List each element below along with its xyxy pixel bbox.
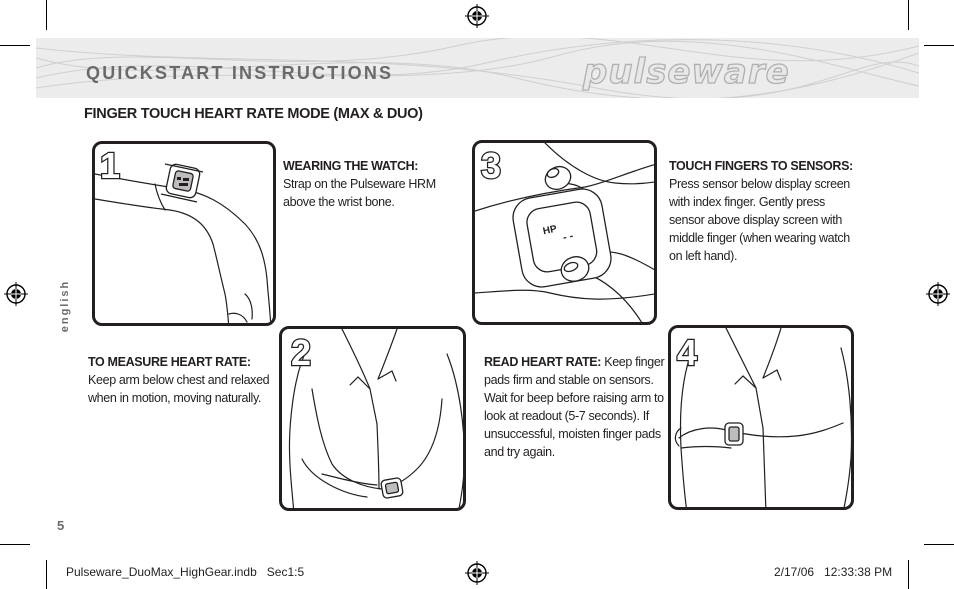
- section-heading: FINGER TOUCH HEART RATE MODE (MAX & DUO): [84, 106, 423, 122]
- wrist-with-watch-drawing: [95, 144, 276, 326]
- step-2-number: 2: [291, 332, 312, 373]
- step-1-number: 1: [100, 145, 121, 186]
- step-2-caption-body: Keep arm below chest and relaxed when in motion, moving naturally.: [88, 373, 270, 405]
- crop-mark: [46, 0, 47, 30]
- step-3-number: 3: [481, 145, 502, 186]
- registration-mark-icon: [926, 282, 950, 306]
- step-4-number: 4: [677, 332, 698, 373]
- registration-mark-icon: [465, 4, 489, 28]
- step-1-caption: [283, 157, 453, 211]
- step-1-caption-title: WEARING THE WATCH:: [283, 159, 419, 173]
- watch-display-readout: - -: [561, 230, 575, 244]
- language-tab: [58, 280, 72, 340]
- crop-mark: [0, 544, 30, 545]
- language-tab-label: english: [59, 279, 71, 333]
- crop-mark: [0, 45, 30, 46]
- step-4-caption: [484, 353, 668, 461]
- brand-logo: pulseware: [583, 52, 790, 92]
- page-number: 5: [57, 518, 65, 533]
- step-3-caption: [669, 157, 859, 265]
- crop-mark: [908, 0, 909, 30]
- crop-mark: [908, 560, 909, 589]
- crop-mark: [924, 544, 954, 545]
- header-banner: [36, 38, 919, 98]
- registration-mark-icon: [4, 282, 28, 306]
- step-2-caption-title: TO MEASURE HEART RATE:: [88, 355, 251, 369]
- crop-mark: [924, 45, 954, 46]
- step-2-caption: [88, 353, 278, 407]
- step-4-caption-body: Keep finger pads firm and stable on sensors. Wait for beep before raising arm to look at readout (5-7 seconds). If unsuccessful, moisten finger pads and try again.: [484, 355, 665, 459]
- step-4-caption-title: READ HEART RATE:: [484, 355, 602, 369]
- step-1-caption-body: Strap on the Pulseware HRM above the wrist bone.: [283, 177, 436, 209]
- watch-display-label: HP: [542, 223, 558, 238]
- footer-timestamp: 2/17/06 12:33:38 PM: [774, 565, 893, 579]
- reading-watch-drawing: [671, 328, 854, 510]
- banner-title: QUICKSTART INSTRUCTIONS: [86, 63, 394, 83]
- step-3-caption-body: Press sensor below display screen with index finger. Gently press sensor above display screen with middle finger (when wearing watch on left hand).: [669, 177, 850, 263]
- registration-mark-icon: [465, 561, 489, 585]
- crop-mark: [46, 560, 47, 589]
- step-3-caption-title: TOUCH FINGERS TO SENSORS:: [669, 159, 853, 173]
- footer-file-info: Pulseware_DuoMax_HighGear.indb Sec1:5: [66, 565, 305, 579]
